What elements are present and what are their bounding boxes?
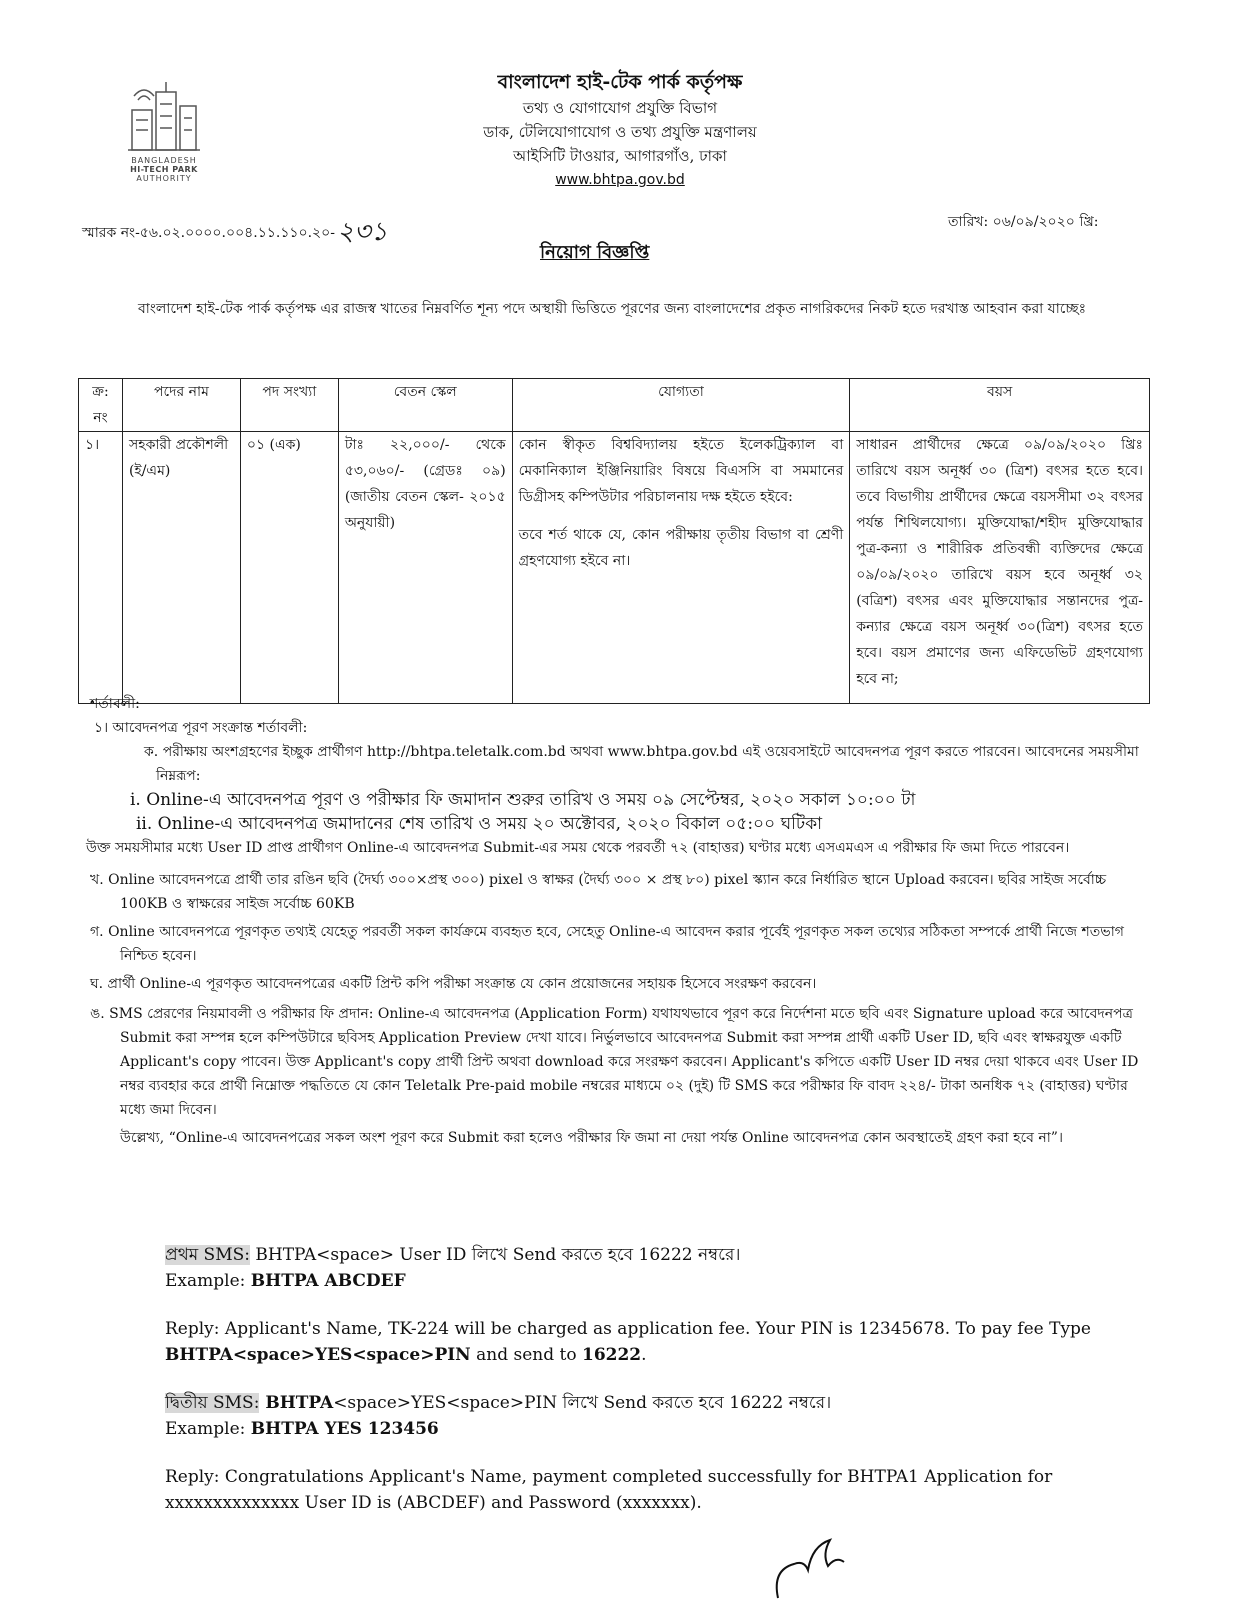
notice-date: তারিখ: ০৬/০৯/২০২০ খ্রি:: [948, 214, 1099, 230]
reply1-command: BHTPA<space>YES<space>PIN: [165, 1345, 471, 1365]
col-header-post-name: পদের নাম: [122, 379, 240, 432]
qualification-text: কোন স্বীকৃত বিশ্ববিদ্যালয় হইতে ইলেকট্রিক্যাল বা মেকানিক্যাল ইঞ্জিনিয়ারিং বিষয়ে বিএসসি বা সমমানের ডিগ্রীসহ কম্পিউটার পরিচালনায় দক্ষ হইতে হইবে:: [518, 437, 844, 505]
conditions-section: [86, 692, 1150, 1150]
condition-i: i. Online-এ আবেদনপত্র পূরণ ও পরীক্ষার ফি জমাদান শুরুর তারিখ ও সময় ০৯ সেপ্টেম্বর, ২০২০ সকাল ১০:০০ টা: [130, 790, 916, 810]
condition-kha: খ. Online আবেদনপত্রে প্রার্থী তার রঙিন ছবি (দৈর্ঘ্য ৩০০×প্রস্থ ৩০০) pixel ও স্বাক্ষর (দৈর্ঘ্য ৩০০ × প্রস্থ ৮০) pixel স্ক্যান করে নির্ধারিত স্থানে Upload করবেন। ছবির সাইজ সর্বোচ্চ 100KB ও স্বাক্ষরের সাইজ সর্বোচ্চ 60KB: [90, 872, 1107, 912]
division-name: তথ্য ও যোগাযোগ প্রযুক্তি বিভাগ: [522, 99, 718, 117]
condition-1: ১। আবেদনপত্র পূরণ সংক্রান্ত শর্তাবলী:: [94, 720, 308, 736]
intro-paragraph: বাংলাদেশ হাই-টেক পার্ক কর্তৃপক্ষ এর রাজস্ব খাতের নিম্নবর্ণিত শূন্য পদে অস্থায়ী ভিত্তিতে পূরণের জন্য বাংলাদেশের প্রকৃত নাগরিকদের নিকট হতে দরখাস্ত আহবান করা যাচ্ছেঃ: [138, 301, 1087, 317]
second-sms-example: [165, 1416, 1145, 1442]
reply-label: Reply:: [165, 1319, 225, 1339]
first-sms-text: BHTPA<space> User ID লিখে Send করতে হবে 16222 নম্বরে।: [249, 1245, 741, 1265]
memo-number-text: স্মারক নং-৫৬.০২.০০০০.০০৪.১১.১১০.২০-: [82, 225, 335, 241]
signature: [760, 1520, 880, 1600]
ministry-name: ডাক, টেলিযোগাযোগ ও তথ্য প্রযুক্তি মন্ত্রণালয়: [483, 123, 757, 141]
logo-text-line1: BANGLADESH: [131, 156, 197, 165]
second-reply: [165, 1464, 1145, 1516]
organization-title: বাংলাদেশ হাই-টেক পার্ক কর্তৃপক্ষ: [497, 71, 743, 93]
signature-icon: [760, 1520, 880, 1600]
first-sms-label: প্রথম SMS:: [165, 1245, 250, 1265]
second-sms-line: [165, 1390, 1145, 1416]
condition-ii: ii. Online-এ আবেদনপত্র জমাদানের শেষ তারিখ ও সময় ২০ অক্টোবর, ২০২০ বিকাল ০৫:০০ ঘটিকা: [136, 814, 823, 834]
cell-post-count: ০১ (এক): [240, 432, 338, 704]
memo-handwritten-number: ২৩১: [336, 217, 388, 247]
table-row: [79, 432, 1150, 704]
col-header-serial: ক্র: নং: [79, 379, 123, 432]
sms-instructions: [165, 1242, 1145, 1516]
cell-salary-scale: টাঃ ২২,০০০/- থেকে ৫৩,০৬০/- (গ্রেডঃ ০৯) (জাতীয় বেতন স্কেল- ২০১৫ অনুযায়ী): [338, 432, 512, 704]
second-example-value: BHTPA YES 123456: [250, 1419, 439, 1439]
condition-gha: ঘ. প্রার্থী Online-এ পূরণকৃত আবেদনপত্রের একটি প্রিন্ট কপি পরীক্ষা সংক্রান্ত যে কোন প্রয়োজনের সহায়ক হিসেবে সংরক্ষণ করবেন।: [90, 976, 817, 992]
cell-qualification: [512, 432, 850, 704]
reply-label-2: Reply:: [165, 1467, 225, 1487]
logo-building-icon: [108, 80, 220, 156]
col-header-post-count: পদ সংখ্যা: [240, 379, 338, 432]
logo-text: [108, 156, 220, 183]
address: আইসিটি টাওয়ার, আগারগাঁও, ঢাকা: [513, 147, 727, 165]
col-header-age: বয়স: [850, 379, 1150, 432]
website-link[interactable]: www.bhtpa.gov.bd: [555, 172, 685, 188]
letterhead: [380, 68, 860, 192]
notice-title: নিয়োগ বিজ্ঞপ্তি: [540, 242, 650, 263]
post-table: [78, 378, 1150, 704]
memo-number: [82, 208, 386, 252]
first-sms-example: [165, 1268, 1145, 1294]
reply1-end: .: [641, 1345, 647, 1365]
qualification-condition: তবে শর্ত থাকে যে, কোন পরীক্ষায় তৃতীয় বিভাগ বা শ্রেণী গ্রহণযোগ্য হইবে না।: [518, 527, 844, 569]
example-label-2: Example:: [165, 1419, 251, 1439]
table-header-row: [79, 379, 1150, 432]
col-header-salary-scale: বেতন স্কেল: [338, 379, 512, 432]
conditions-heading: শর্তাবলী:: [90, 696, 140, 712]
first-sms-line: [165, 1242, 1145, 1268]
cell-age: সাধারন প্রার্থীদের ক্ষেত্রে ০৯/০৯/২০২০ খ্রিঃ তারিখে বয়স অনূর্ধ্ব ৩০ (ত্রিশ) বৎসর হতে হবে। তবে বিভাগীয় প্রার্থীদের ক্ষেত্রে বয়সসীমা ৩২ বৎসর পর্যন্ত শিথিলযোগ্য। মুক্তিযোদ্ধা/শহীদ মুক্তিযোদ্ধার পুত্র-কন্যা ও শারীরিক প্রতিবন্ধী ব্যক্তিদের ক্ষেত্রে ০৯/০৯/২০২০ তারিখে বয়স হবে অনূর্ধ্ব ৩২ (বত্রিশ) বৎসর এবং মুক্তিযোদ্ধার সন্তানদের পুত্র-কন্যার ক্ষেত্রে বয়স অনূর্ধ্ব ৩০(ত্রিশ) বৎসর হতে হবে। বয়স প্রমাণের জন্য এফিডেভিট গ্রহণযোগ্য হবে না;: [850, 432, 1150, 704]
condition-note: উক্ত সময়সীমার মধ্যে User ID প্রাপ্ত প্রার্থীগণ Online-এ আবেদনপত্র Submit-এর সময় থেকে পরবর্তী ৭২ (বাহাত্তর) ঘণ্টার মধ্যে এসএমএস এ পরীক্ষার ফি জমা দিতে পারবেন।: [86, 840, 1070, 856]
cell-post-name: সহকারী প্রকৌশলী (ই/এম): [122, 432, 240, 704]
second-sms-text: <space>YES<space>PIN লিখে Send করতে হবে 16222 নম্বরে।: [333, 1393, 832, 1413]
example-label: Example:: [165, 1271, 251, 1291]
second-sms-label: দ্বিতীয় SMS:: [165, 1393, 260, 1413]
cell-serial: ১।: [79, 432, 123, 704]
first-reply: [165, 1316, 1145, 1368]
logo-text-line2: HI-TECH PARK: [130, 165, 198, 174]
col-header-qualification: যোগ্যতা: [512, 379, 850, 432]
reply1-mid: and send to: [470, 1345, 582, 1365]
reply1-number: 16222: [581, 1345, 642, 1365]
condition-note-2: উল্লেখ্য, “Online-এ আবেদনপত্রের সকল অংশ পূরণ করে Submit করা হলেও পরীক্ষার ফি জমা না দেয়া পর্যন্ত Online আবেদনপত্র কোন অবস্থাতেই গ্রহণ করা হবে না”।: [120, 1130, 1063, 1146]
bhtpa-logo: [108, 80, 220, 183]
first-example-value: BHTPA ABCDEF: [250, 1271, 406, 1291]
condition-ga: গ. Online আবেদনপত্রে পূরণকৃত তথ্যই যেহেতু পরবর্তী সকল কার্যক্রমে ব্যবহৃত হবে, সেহেতু Online-এ আবেদন করার পূর্বেই পূরণকৃত সকল তথ্যের সঠিকতা সম্পর্কে প্রার্থী নিজে শতভাগ নিশ্চিত হবেন।: [90, 924, 1124, 964]
logo-text-line3: AUTHORITY: [136, 174, 192, 183]
reply1-text: Applicant's Name, TK-224 will be charged as application fee. Your PIN is 12345678. To pay fee Type: [224, 1319, 1091, 1339]
condition-umo: ঙ. SMS প্রেরণের নিয়মাবলী ও পরীক্ষার ফি প্রদান: Online-এ আবেদনপত্র (Application Form) যথাযথভাবে পূরণ করে নির্দেশনা মতে ছবি এবং Signature upload করে আবেদনপত্র Submit করা সম্পন্ন হলে কম্পিউটারে ছবিসহ Application Preview দেখা যাবে। নির্ভুলভাবে আবেদনপত্র Submit করা সম্পন্ন প্রার্থী একটি User ID, ছবি এবং স্বাক্ষরযুক্ত একটি Applicant's copy পাবেন। উক্ত Applicant's copy প্রার্থী প্রিন্ট অথবা download করে সংরক্ষণ করবেন। Applicant's কপিতে একটি User ID নম্বর দেয়া থাকবে এবং User ID নম্বর ব্যবহার করে প্রার্থী নিম্নোক্ত পদ্ধতিতে যে কোন Teletalk Pre-paid mobile নম্বরের মাধ্যমে ০২ (দুই) টি SMS করে পরীক্ষার ফি বাবদ ২২৪/- টাকা অনধিক ৭২ (বাহাত্তর) ঘণ্টার মধ্যে জমা দিবেন।: [90, 1006, 1139, 1118]
reply2-text: Congratulations Applicant's Name, payment completed successfully for BHTPA1 Application for xxxxxxxxxxxxxx User ID is (ABCDEF) and Password (xxxxxxx).: [165, 1467, 1053, 1513]
second-sms-command: BHTPA: [259, 1393, 334, 1413]
condition-ka: ক. পরীক্ষায় অংশগ্রহণের ইচ্ছুক প্রার্থীগণ http://bhtpa.teletalk.com.bd অথবা www.bhtpa.gov.bd এই ওয়েবসাইটে আবেদনপত্র পূরণ করতে পারবেন। আবেদনের সময়সীমা নিম্নরূপ:: [144, 744, 1139, 784]
